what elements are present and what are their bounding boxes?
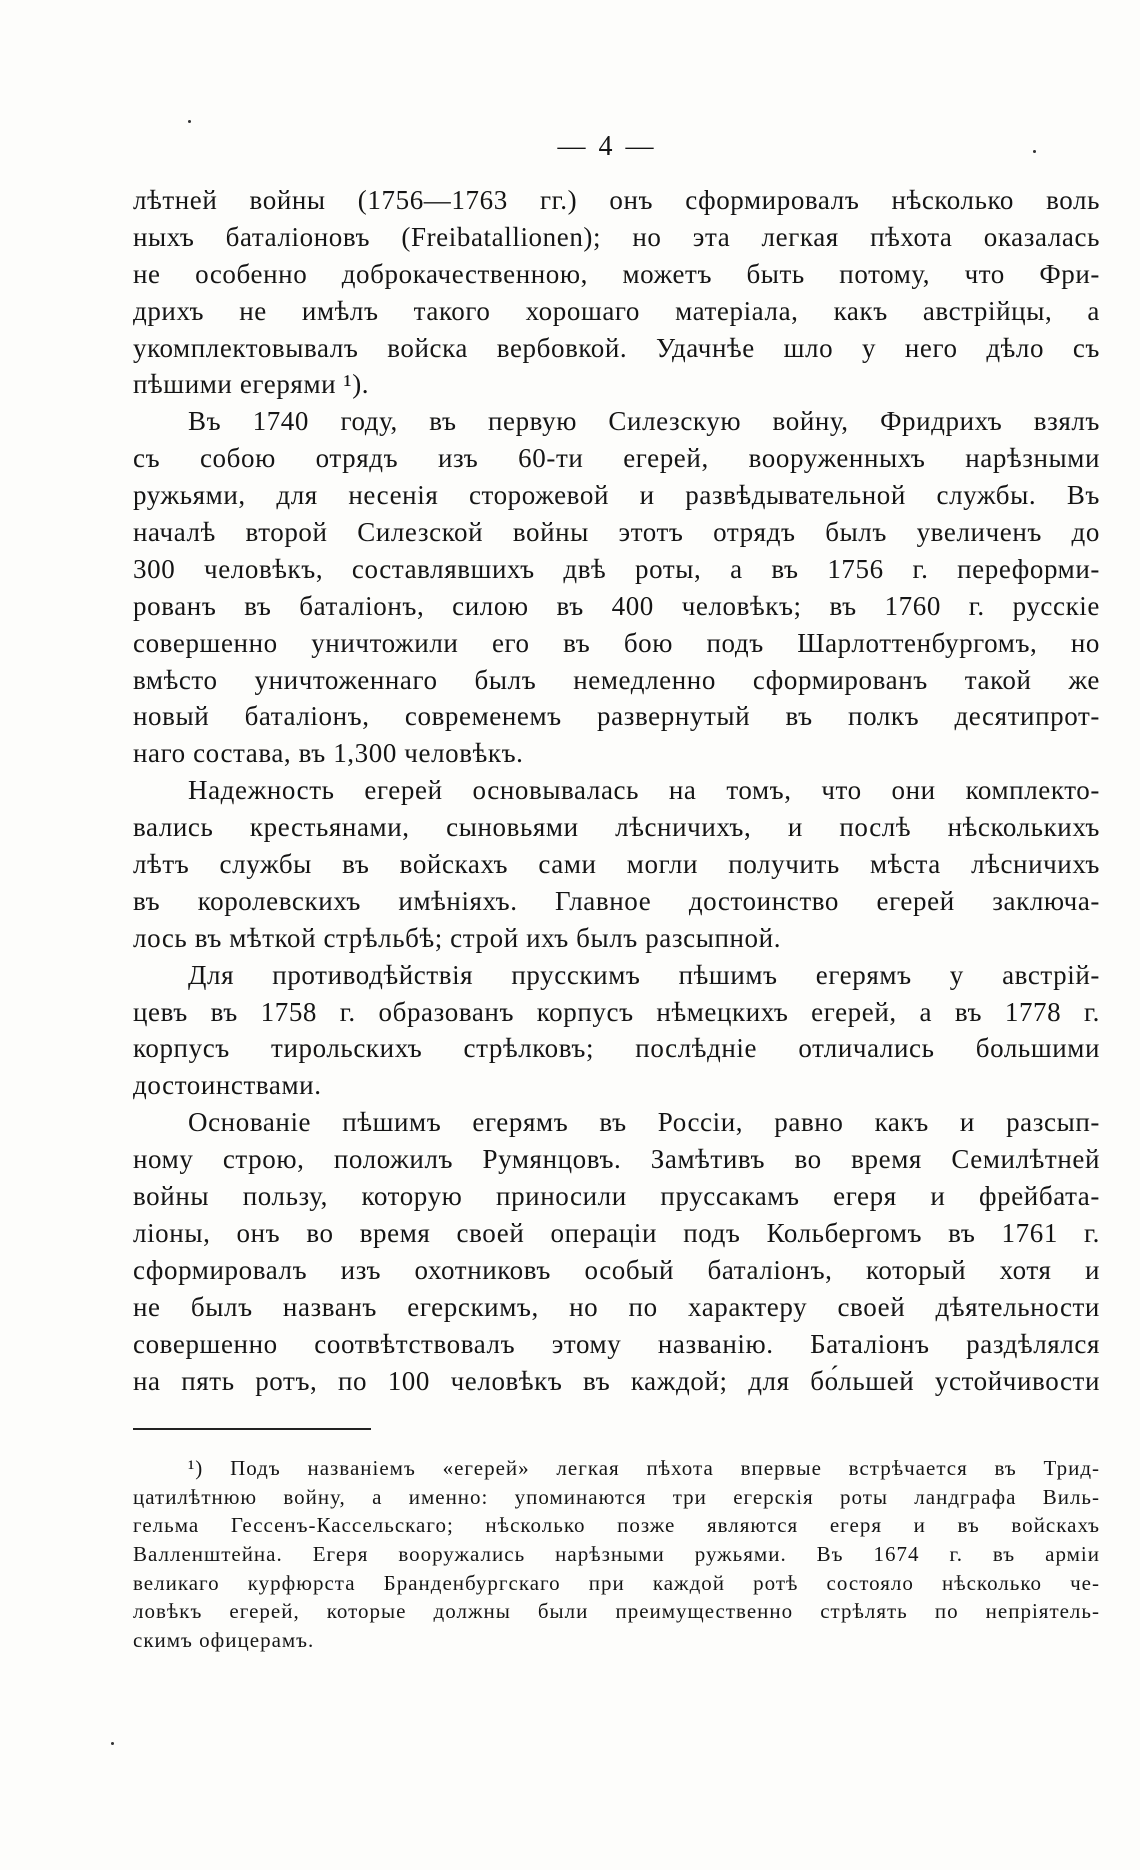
body-line: совершенно уничтожили его въ бою подъ Шарлоттенбургомъ, но xyxy=(133,627,1100,658)
body-line: лось въ мѣткой стрѣльбѣ; строй ихъ былъ разсыпной. xyxy=(133,922,782,953)
footnote-line: ¹) Подъ названіемъ «егерей» легкая пѣхота впервые встрѣчается въ Трид- xyxy=(188,1456,1100,1480)
paragraph xyxy=(133,182,1100,403)
paragraph xyxy=(133,957,1100,1105)
footnote-separator xyxy=(133,1428,371,1430)
body-line: войны пользу, которую приносили пруссакамъ егеря и фрейбата- xyxy=(133,1181,1100,1212)
paragraph xyxy=(133,772,1100,956)
paragraph xyxy=(133,403,1100,772)
body-line: совершенно соотвѣтствовалъ этому названію. Баталіонъ раздѣлялся xyxy=(133,1328,1100,1359)
footnote xyxy=(133,1454,1100,1654)
body-line: Для противодѣйствія прусскимъ пѣшимъ егерямъ у австрій- xyxy=(188,959,1100,990)
body-line: Въ 1740 году, въ первую Силезскую войну, Фридрихъ взялъ xyxy=(188,406,1100,437)
footnote-line: Валленштейна. Егеря вооружались нарѣзными ружьями. Въ 1674 г. въ арміи xyxy=(133,1541,1100,1566)
body-line: 300 человѣкъ, составлявшихъ двѣ роты, а въ 1756 г. переформи- xyxy=(133,553,1100,584)
body-line: достоинствами. xyxy=(133,1070,322,1101)
body-line: лѣтъ службы въ войскахъ сами могли получить мѣста лѣсничихъ xyxy=(133,849,1100,880)
print-speck xyxy=(188,120,191,123)
footnote-line: ловѣкъ егерей, которые должны были преимущественно стрѣлять по непріятель- xyxy=(133,1599,1100,1624)
body-line: корпусъ тирольскихъ стрѣлковъ; послѣдніе отличались большими xyxy=(133,1033,1100,1064)
footnote-line: цатилѣтнюю войну, а именно: упоминаются три егерскія роты ландграфа Виль- xyxy=(133,1484,1100,1509)
body-line: сформировалъ изъ охотниковъ особый баталіонъ, который хотя и xyxy=(133,1254,1100,1285)
footnote-line: великаго курфюрста Бранденбургскаго при каждой ротѣ состояло нѣсколько че- xyxy=(133,1570,1100,1595)
body-line: ному строю, положилъ Румянцовъ. Замѣтивъ во время Семилѣтней xyxy=(133,1144,1100,1175)
body-line: цевъ въ 1758 г. образованъ корпусъ нѣмецкихъ егерей, а въ 1778 г. xyxy=(133,996,1100,1027)
print-speck xyxy=(111,1742,114,1745)
body-line: не былъ названъ егерскимъ, но по характеру своей дѣятельности xyxy=(133,1291,1100,1322)
footnote-line: скимъ офицерамъ. xyxy=(133,1627,315,1652)
body-line: укомплектовывалъ войска вербовкой. Удачнѣе шло у него дѣло съ xyxy=(133,332,1100,363)
body-line: на пять ротъ, по 100 человѣкъ въ каждой; для бо́льшей устойчивости xyxy=(133,1365,1100,1396)
body-line: новый баталіонъ, современемъ развернутый въ полкъ десятипрот- xyxy=(133,701,1100,732)
body-line: ліоны, онъ во время своей операціи подъ Кольбергомъ въ 1761 г. xyxy=(133,1217,1100,1248)
footnote-line: гельма Гессенъ-Кассельскаго; нѣсколько позже являются егеря и въ войскахъ xyxy=(133,1513,1100,1538)
body-line: ружьями, для несенія сторожевой и развѣдывательной службы. Въ xyxy=(133,480,1100,511)
body-line: Надежность егерей основывалась на томъ, что они комплекто- xyxy=(188,775,1100,806)
body-line: началѣ второй Силезской войны этотъ отрядъ былъ увеличенъ до xyxy=(133,517,1100,548)
body-line: лѣтней войны (1756—1763 гг.) онъ сформировалъ нѣсколько воль xyxy=(133,185,1100,215)
body-line: не особенно доброкачественною, можетъ быть потому, что Фри- xyxy=(133,258,1100,289)
print-speck xyxy=(1033,150,1036,153)
page-number: — 4 — xyxy=(557,131,657,162)
body-line: съ собою отрядъ изъ 60-ти егерей, вооруженныхъ нарѣзными xyxy=(133,443,1100,474)
body-line: наго состава, въ 1,300 человѣкъ. xyxy=(133,738,524,769)
main-text xyxy=(133,182,1100,1399)
paragraph xyxy=(133,1104,1100,1399)
body-line: вались крестьянами, сыновьями лѣсничихъ, и послѣ нѣсколькихъ xyxy=(133,812,1100,843)
body-line: въ королевскихъ имѣніяхъ. Главное достоинство егерей заключа- xyxy=(133,885,1100,916)
body-line: ныхъ баталіоновъ (Freibatallionen); но эта легкая пѣхота оказалась xyxy=(133,221,1100,252)
body-line: пѣшими егерями ¹). xyxy=(133,369,370,400)
body-line: вмѣсто уничтоженнаго былъ немедленно сформированъ такой же xyxy=(133,664,1100,695)
body-line: Основаніе пѣшимъ егерямъ въ Россіи, равно какъ и разсып- xyxy=(188,1107,1100,1138)
body-line: дрихъ не имѣлъ такого хорошаго матеріала, какъ австрійцы, а xyxy=(133,295,1100,326)
body-line: рованъ въ баталіонъ, силою въ 400 человѣкъ; въ 1760 г. русскіе xyxy=(133,590,1100,621)
